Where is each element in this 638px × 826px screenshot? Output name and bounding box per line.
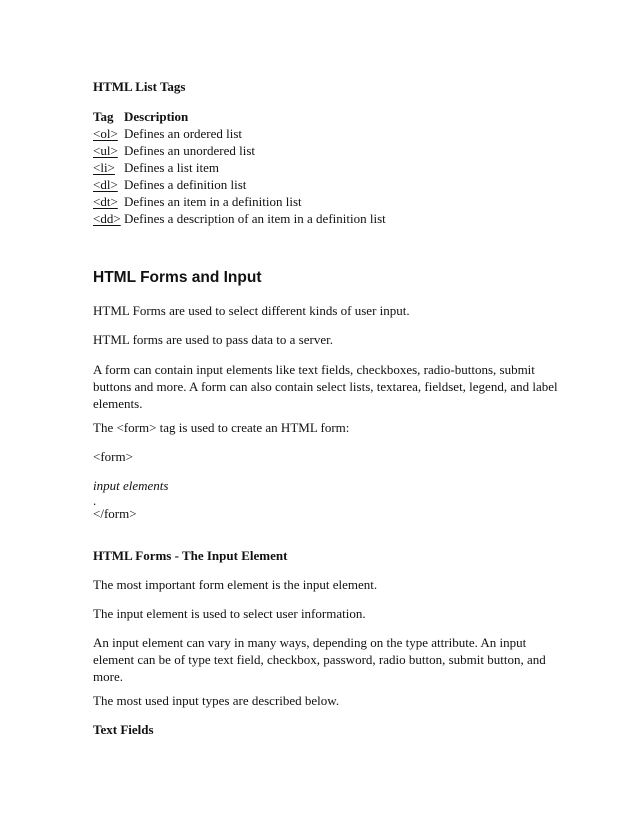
paragraph-line: more.	[93, 669, 123, 684]
description-cell: Defines a description of an item in a definition list	[124, 211, 386, 226]
paragraph-line: buttons and more. A form can also contain select lists, textarea, fieldset, legend, and label	[93, 379, 558, 394]
paragraph	[93, 634, 563, 685]
table-header-tag: Tag	[93, 109, 114, 124]
tag-cell: <dt>	[93, 194, 118, 209]
tag-cell: <ul>	[93, 143, 118, 158]
code-form-open: <form>	[93, 449, 133, 464]
description-cell: Defines a list item	[124, 160, 219, 175]
paragraph-line: A form can contain input elements like text fields, checkboxes, radio-buttons, submit	[93, 362, 535, 377]
description-cell: Defines a definition list	[124, 177, 247, 192]
paragraph: The input element is used to select user information.	[93, 606, 366, 621]
paragraph: The most important form element is the input element.	[93, 577, 378, 592]
table-row	[93, 193, 563, 210]
paragraph: The most used input types are described below.	[93, 693, 340, 708]
paragraph-line: An input element can vary in many ways, depending on the type attribute. An input	[93, 635, 527, 650]
paragraph: HTML forms are used to pass data to a server.	[93, 332, 333, 347]
paragraph	[93, 361, 563, 412]
table-row	[93, 176, 563, 193]
description-cell: Defines an ordered list	[124, 126, 243, 141]
tag-cell: <li>	[93, 160, 115, 175]
table-row	[93, 159, 563, 176]
paragraph: HTML Forms are used to select different kinds of user input.	[93, 303, 410, 318]
input-element-heading: HTML Forms - The Input Element	[93, 548, 288, 563]
code-input-elements: input elements	[93, 478, 169, 493]
table-header-description: Description	[124, 109, 189, 124]
code-dot: .	[93, 493, 97, 508]
table-row	[93, 210, 563, 227]
forms-heading: HTML Forms and Input	[93, 269, 262, 286]
table-header-row	[93, 108, 563, 125]
tag-cell: <dd>	[93, 211, 121, 226]
description-cell: Defines an unordered list	[124, 143, 256, 158]
table-row	[93, 125, 563, 142]
table-row	[93, 142, 563, 159]
text-fields-subheading: Text Fields	[93, 722, 154, 737]
list-tags-heading: HTML List Tags	[93, 79, 186, 94]
description-cell: Defines an item in a definition list	[124, 194, 302, 209]
paragraph: The <form> tag is used to create an HTML form:	[93, 420, 350, 435]
paragraph-line: element can be of type text field, checkbox, password, radio button, submit button, and	[93, 652, 546, 667]
code-form-close: </form>	[93, 506, 137, 521]
tag-cell: <ol>	[93, 126, 118, 141]
list-tags-table	[93, 108, 563, 227]
tag-cell: <dl>	[93, 177, 118, 192]
paragraph-line: elements.	[93, 396, 143, 411]
